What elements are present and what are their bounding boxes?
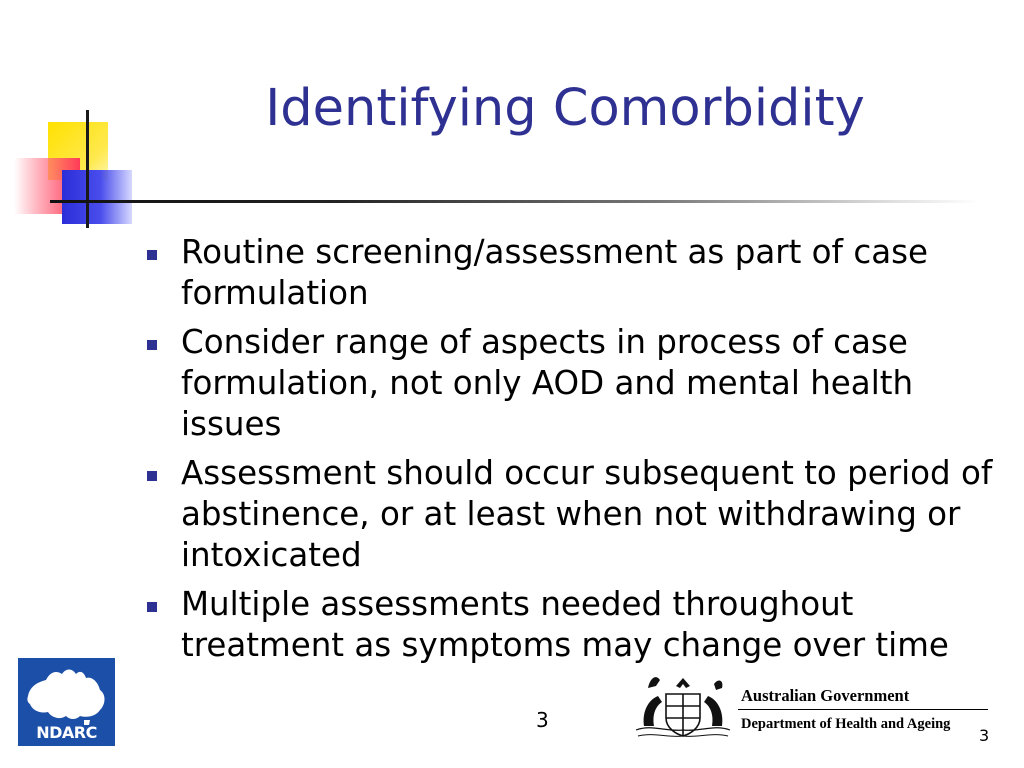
gov-name: Australian Government: [741, 686, 910, 705]
bullet-text: Consider range of aspects in process of case formulation, not only AOD and mental health issues: [181, 323, 914, 443]
page-number: 3: [536, 708, 549, 732]
bullet-list: [146, 232, 1006, 674]
decor-vertical-line: [86, 110, 89, 228]
bullet-item: [146, 584, 1006, 666]
bullet-item: [146, 453, 1006, 576]
decor-blue-square: [62, 170, 132, 224]
gov-department: Department of Health and Ageing: [741, 716, 951, 732]
gov-divider: [738, 709, 988, 710]
ndarc-logo: [18, 658, 115, 746]
coat-of-arms-icon: [632, 666, 734, 742]
bullet-text: Assessment should occur subsequent to period of abstinence, or at least when not withdrawing or intoxicated: [181, 454, 993, 574]
australia-map-icon: [18, 658, 115, 728]
bullet-square-icon: [147, 471, 157, 481]
bullet-text: Routine screening/assessment as part of case formulation: [181, 233, 929, 312]
title-underline-rule: [50, 200, 980, 203]
bullet-item: [146, 322, 1006, 445]
ndarc-logo-text: NDARC: [36, 723, 97, 742]
bullet-square-icon: [147, 340, 157, 350]
slide-title: Identifying Comorbidity: [265, 79, 865, 138]
bullet-square-icon: [147, 250, 157, 260]
bullet-square-icon: [147, 602, 157, 612]
bullet-text: Multiple assessments needed throughout treatment as symptoms may change over time: [181, 585, 949, 664]
bullet-item: [146, 232, 1006, 314]
corner-page-number: 3: [979, 726, 990, 745]
